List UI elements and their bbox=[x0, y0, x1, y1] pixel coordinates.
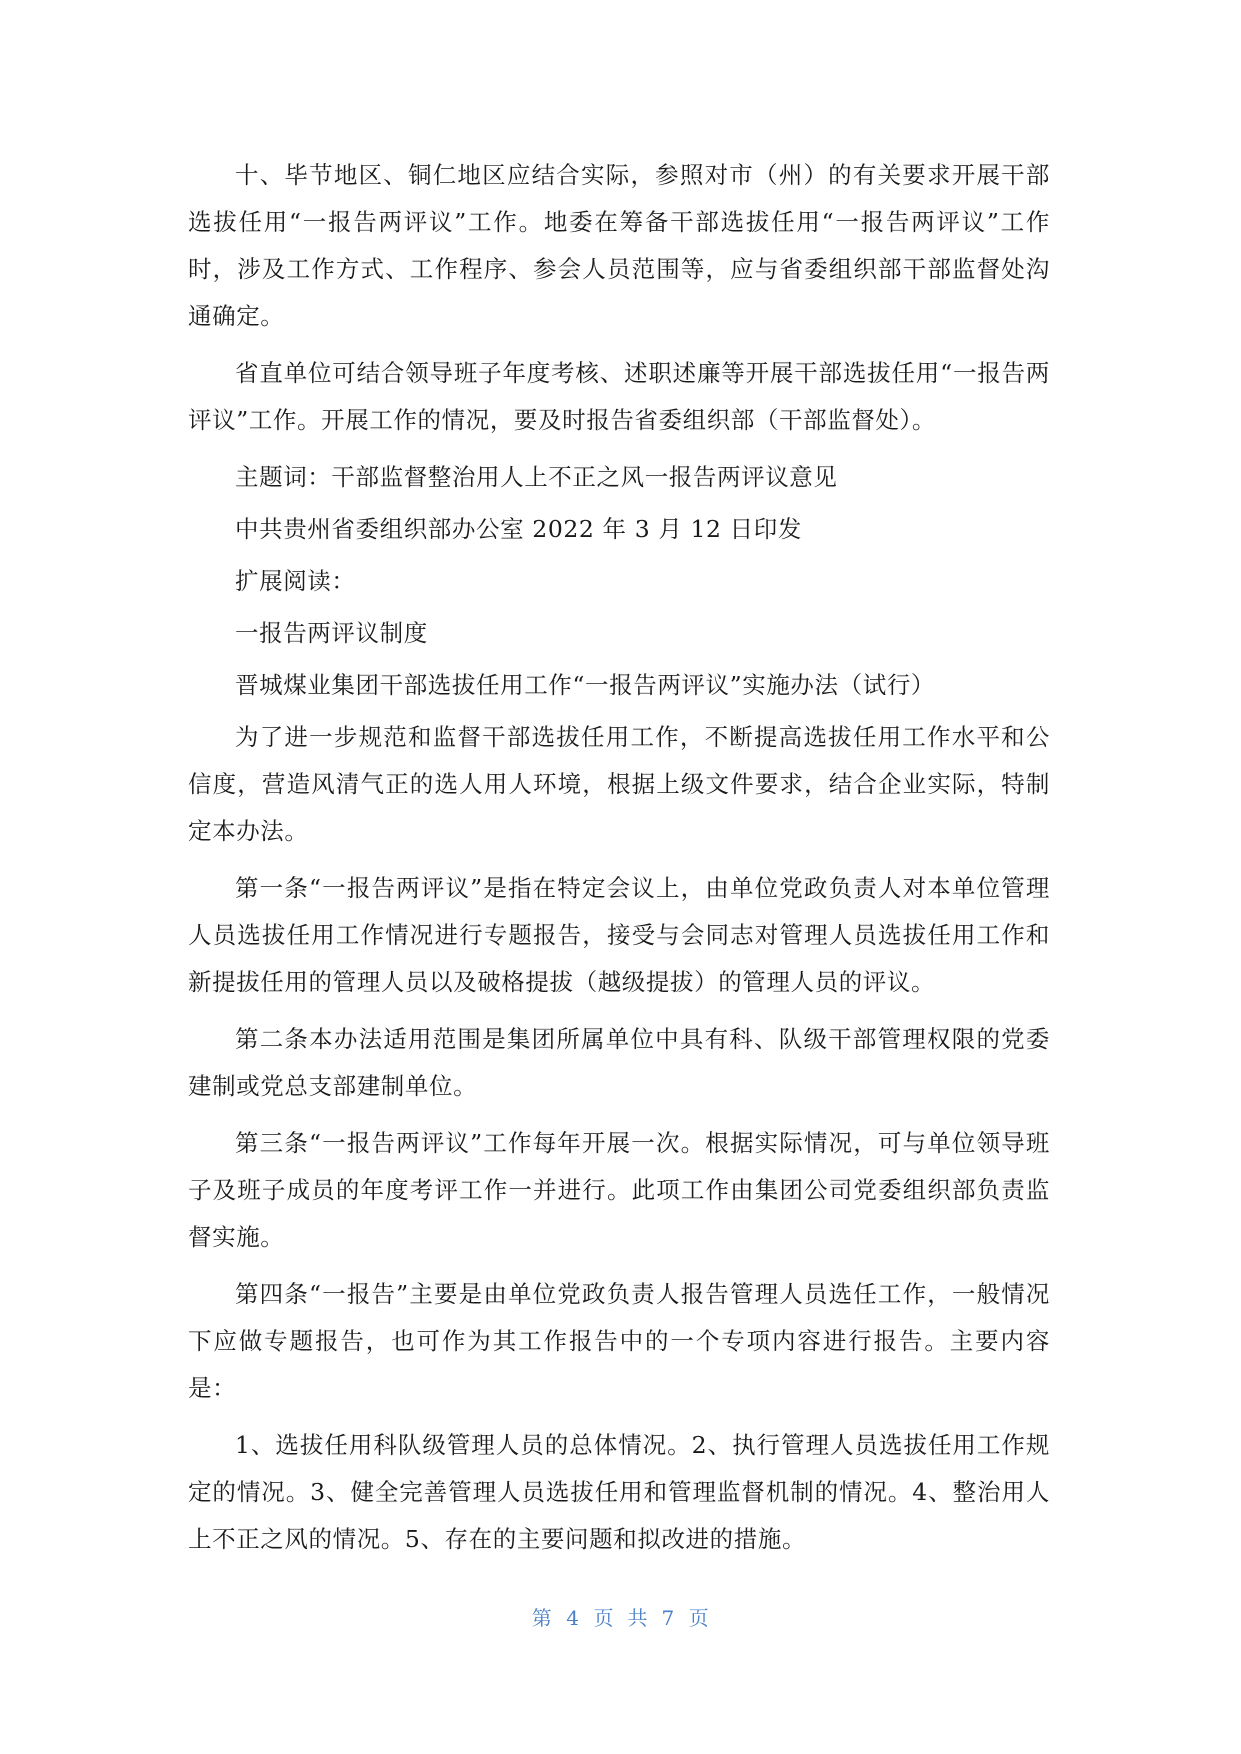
article-four: 第四条“一报告”主要是由单位党政负责人报告管理人员选任工作，一般情况下应做专题报告，也可作为其工作报告中的一个专项内容进行报告。主要内容是： bbox=[188, 1280, 1050, 1402]
page-label-suffix: 页 bbox=[688, 1606, 710, 1630]
page-label-prefix: 第 bbox=[531, 1606, 553, 1630]
paragraph-bijie-tongren: 十、毕节地区、铜仁地区应结合实际，参照对市（州）的有关要求开展干部选拔任用“一报告两评议”工作。地委在筹备干部选拔任用“一报告两评议”工作时，涉及工作方式、工作程序、参会人员范围等，应与省委组织部干部监督处沟通确定。 bbox=[188, 161, 1050, 330]
current-page-number: 4 bbox=[566, 1606, 580, 1630]
document-body bbox=[188, 152, 1050, 1573]
page-number-footer bbox=[0, 1602, 1241, 1631]
total-pages-number: 7 bbox=[661, 1606, 675, 1630]
issuing-office-date: 中共贵州省委组织部办公室 2022 年 3 月 12 日印发 bbox=[235, 515, 802, 543]
section-title-jincheng-measures: 晋城煤业集团干部选拔任用工作“一报告两评议”实施办法（试行） bbox=[235, 671, 936, 699]
subject-keywords: 主题词：干部监督整治用人上不正之风一报告两评议意见 bbox=[235, 463, 838, 491]
paragraph-provincial-units: 省直单位可结合领导班子年度考核、述职述廉等开展干部选拔任用“一报告两评议”工作。开展工作的情况，要及时报告省委组织部（干部监督处）。 bbox=[188, 359, 1050, 434]
section-title-system: 一报告两评议制度 bbox=[235, 619, 428, 647]
article-three: 第三条“一报告两评议”工作每年开展一次。根据实际情况，可与单位领导班子及班子成员的年度考评工作一并进行。此项工作由集团公司党委组织部负责监督实施。 bbox=[188, 1129, 1050, 1251]
page-label-mid: 页共 bbox=[593, 1606, 662, 1630]
paragraph-purpose: 为了进一步规范和监督干部选拔任用工作，不断提高选拔任用工作水平和公信度，营造风清气正的选人用人环境，根据上级文件要求，结合企业实际，特制定本办法。 bbox=[188, 723, 1050, 845]
article-four-items: 1、选拔任用科队级管理人员的总体情况。2、执行管理人员选拔任用工作规定的情况。3、健全完善管理人员选拔任用和管理监督机制的情况。4、整治用人上不正之风的情况。5、存在的主要问题和拟改进的措施。 bbox=[188, 1431, 1050, 1553]
article-one: 第一条“一报告两评议”是指在特定会议上，由单位党政负责人对本单位管理人员选拔任用工作情况进行专题报告，接受与会同志对管理人员选拔任用工作和新提拔任用的管理人员以及破格提拔（越级提拔）的管理人员的评议。 bbox=[188, 874, 1050, 996]
article-two: 第二条本办法适用范围是集团所属单位中具有科、队级干部管理权限的党委建制或党总支部建制单位。 bbox=[188, 1025, 1050, 1100]
extended-reading-label: 扩展阅读： bbox=[235, 567, 356, 595]
